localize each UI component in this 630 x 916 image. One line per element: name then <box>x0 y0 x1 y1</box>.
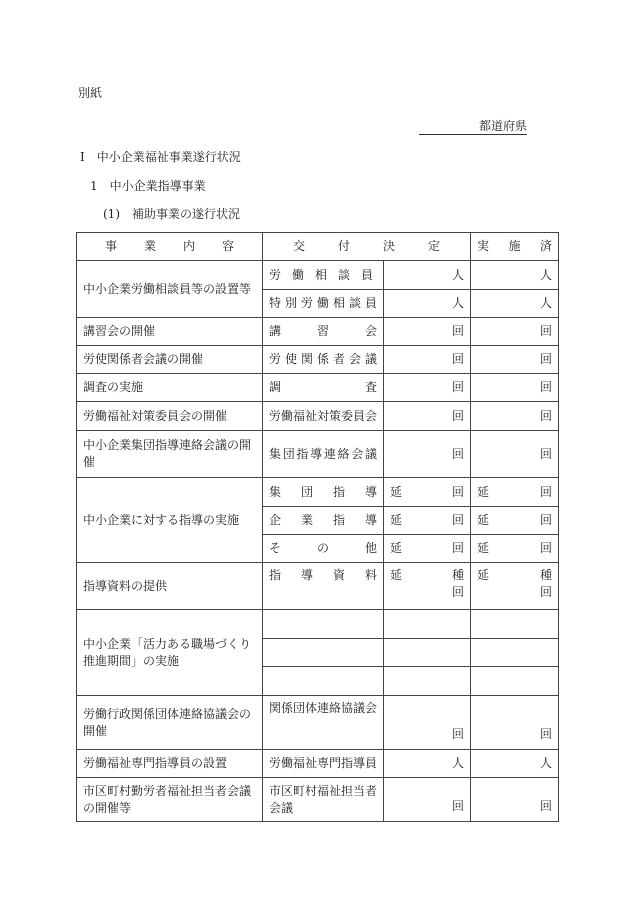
unit-kinds: 種 <box>540 568 553 582</box>
decision-cell[interactable]: 回 <box>384 346 471 374</box>
decision-cell[interactable] <box>384 535 471 563</box>
decision-cell[interactable]: 人 <box>384 261 471 290</box>
item-label: 集団指導 <box>269 484 377 499</box>
done-cell[interactable] <box>471 507 559 535</box>
table-header-row <box>77 233 559 261</box>
cumulative-label: 延 <box>390 484 403 499</box>
item-label: 特別労働相談員 <box>269 296 377 310</box>
cumulative-label: 延 <box>477 568 490 582</box>
table-row <box>77 696 559 750</box>
unit-label: 回 <box>452 484 465 499</box>
decision-cell[interactable] <box>384 478 471 507</box>
cumulative-label: 延 <box>477 484 490 499</box>
prefecture-field: 都道府県 <box>419 117 527 135</box>
decision-cell[interactable]: 回 <box>384 431 471 478</box>
header-done: 実施済 <box>477 239 553 253</box>
item-label: 労使関係者会議 <box>269 352 377 366</box>
item-label: 集団指導連絡会議 <box>269 446 377 461</box>
section-heading: Ⅰ 中小企業福祉事業遂行状況 <box>80 150 241 164</box>
table-row <box>77 402 559 431</box>
table-row <box>77 478 559 507</box>
done-cell[interactable] <box>471 535 559 563</box>
row-label: 労働行政関係団体連絡協議会の開催 <box>77 696 263 750</box>
done-cell[interactable] <box>471 478 559 507</box>
item-label: 指導資料 <box>269 568 377 582</box>
unit-label: 回 <box>540 541 553 555</box>
blank-cell[interactable] <box>384 610 471 639</box>
table-row <box>77 261 559 290</box>
item-label: 労働福祉対策委員会 <box>269 408 378 423</box>
subsection-heading: 1 中小企業指導事業 <box>90 179 206 193</box>
table-row <box>77 346 559 374</box>
blank-cell[interactable] <box>263 667 384 696</box>
unit-label: 回 <box>452 513 465 527</box>
done-cell[interactable]: 回 <box>471 318 559 346</box>
decision-cell[interactable] <box>384 563 471 610</box>
cumulative-label: 延 <box>390 568 403 582</box>
done-cell[interactable] <box>471 563 559 610</box>
item-label: 調査 <box>269 380 377 394</box>
decision-cell[interactable] <box>384 507 471 535</box>
unit-times: 回 <box>540 585 553 599</box>
item-label: 企業指導 <box>269 513 377 527</box>
blank-cell[interactable] <box>384 667 471 696</box>
unit-times: 回 <box>452 585 465 599</box>
done-cell[interactable]: 回 <box>471 374 559 402</box>
row-label: 市区町村勤労者福祉担当者会議の開催等 <box>77 778 263 822</box>
cumulative-label: 延 <box>477 541 490 555</box>
table-row <box>77 318 559 346</box>
decision-cell[interactable]: 人 <box>384 750 471 778</box>
row-label: 労使関係者会議の開催 <box>77 346 263 374</box>
blank-cell[interactable] <box>471 667 559 696</box>
item-label: その他 <box>269 541 377 555</box>
done-cell[interactable]: 人 <box>471 750 559 778</box>
decision-cell[interactable]: 回 <box>384 318 471 346</box>
annex-label: 別紙 <box>78 86 103 100</box>
blank-cell[interactable] <box>471 610 559 639</box>
decision-cell[interactable]: 人 <box>384 290 471 318</box>
project-status-table <box>76 232 559 822</box>
item-label: 市区町村福祉担当者会議 <box>263 778 384 822</box>
done-cell[interactable]: 回 <box>471 778 559 822</box>
blank-cell[interactable] <box>263 639 384 667</box>
done-cell[interactable]: 人 <box>471 290 559 318</box>
table-row <box>77 778 559 822</box>
blank-cell[interactable] <box>384 639 471 667</box>
row-label: 指導資料の提供 <box>77 563 263 610</box>
done-cell[interactable]: 回 <box>471 402 559 431</box>
item-label: 関係団体連絡協議会 <box>263 696 384 750</box>
row-label: 中小企業労働相談員等の設置等 <box>77 261 263 318</box>
cumulative-label: 延 <box>390 513 403 527</box>
row-label: 講習会の開催 <box>77 318 263 346</box>
cumulative-label: 延 <box>390 541 403 555</box>
row-label: 中小企業に対する指導の実施 <box>77 478 263 563</box>
blank-cell[interactable] <box>263 610 384 639</box>
unit-kinds: 種 <box>452 568 465 582</box>
decision-cell[interactable]: 回 <box>384 696 471 750</box>
decision-cell[interactable]: 回 <box>384 402 471 431</box>
header-content: 事業内容 <box>105 239 234 253</box>
table-row <box>77 563 559 610</box>
unit-label: 回 <box>452 541 465 555</box>
table-row <box>77 431 559 478</box>
decision-cell[interactable]: 回 <box>384 778 471 822</box>
header-decision: 交付決定 <box>293 239 441 253</box>
unit-label: 回 <box>540 513 553 527</box>
done-cell[interactable]: 人 <box>471 261 559 290</box>
table-row <box>77 374 559 402</box>
done-cell[interactable]: 回 <box>471 431 559 478</box>
blank-cell[interactable] <box>471 639 559 667</box>
sub-subsection-heading: (1) 補助事業の遂行状況 <box>103 207 240 221</box>
done-cell[interactable]: 回 <box>471 346 559 374</box>
item-label: 労働福祉専門指導員 <box>263 750 384 778</box>
table-row <box>77 610 559 639</box>
cumulative-label: 延 <box>477 513 490 527</box>
row-label: 中小企業集団指導連絡会議の開催 <box>77 431 263 478</box>
done-cell[interactable]: 回 <box>471 696 559 750</box>
decision-cell[interactable]: 回 <box>384 374 471 402</box>
row-label: 労働福祉対策委員会の開催 <box>77 402 263 431</box>
table-row <box>77 750 559 778</box>
row-label: 調査の実施 <box>77 374 263 402</box>
row-label: 中小企業「活力ある職場づくり推進期間」の実施 <box>77 610 263 696</box>
item-label: 労働相談員 <box>269 267 373 282</box>
unit-label: 回 <box>540 484 553 499</box>
row-label: 労働福祉専門指導員の設置 <box>77 750 263 778</box>
item-label: 講習会 <box>269 324 377 338</box>
